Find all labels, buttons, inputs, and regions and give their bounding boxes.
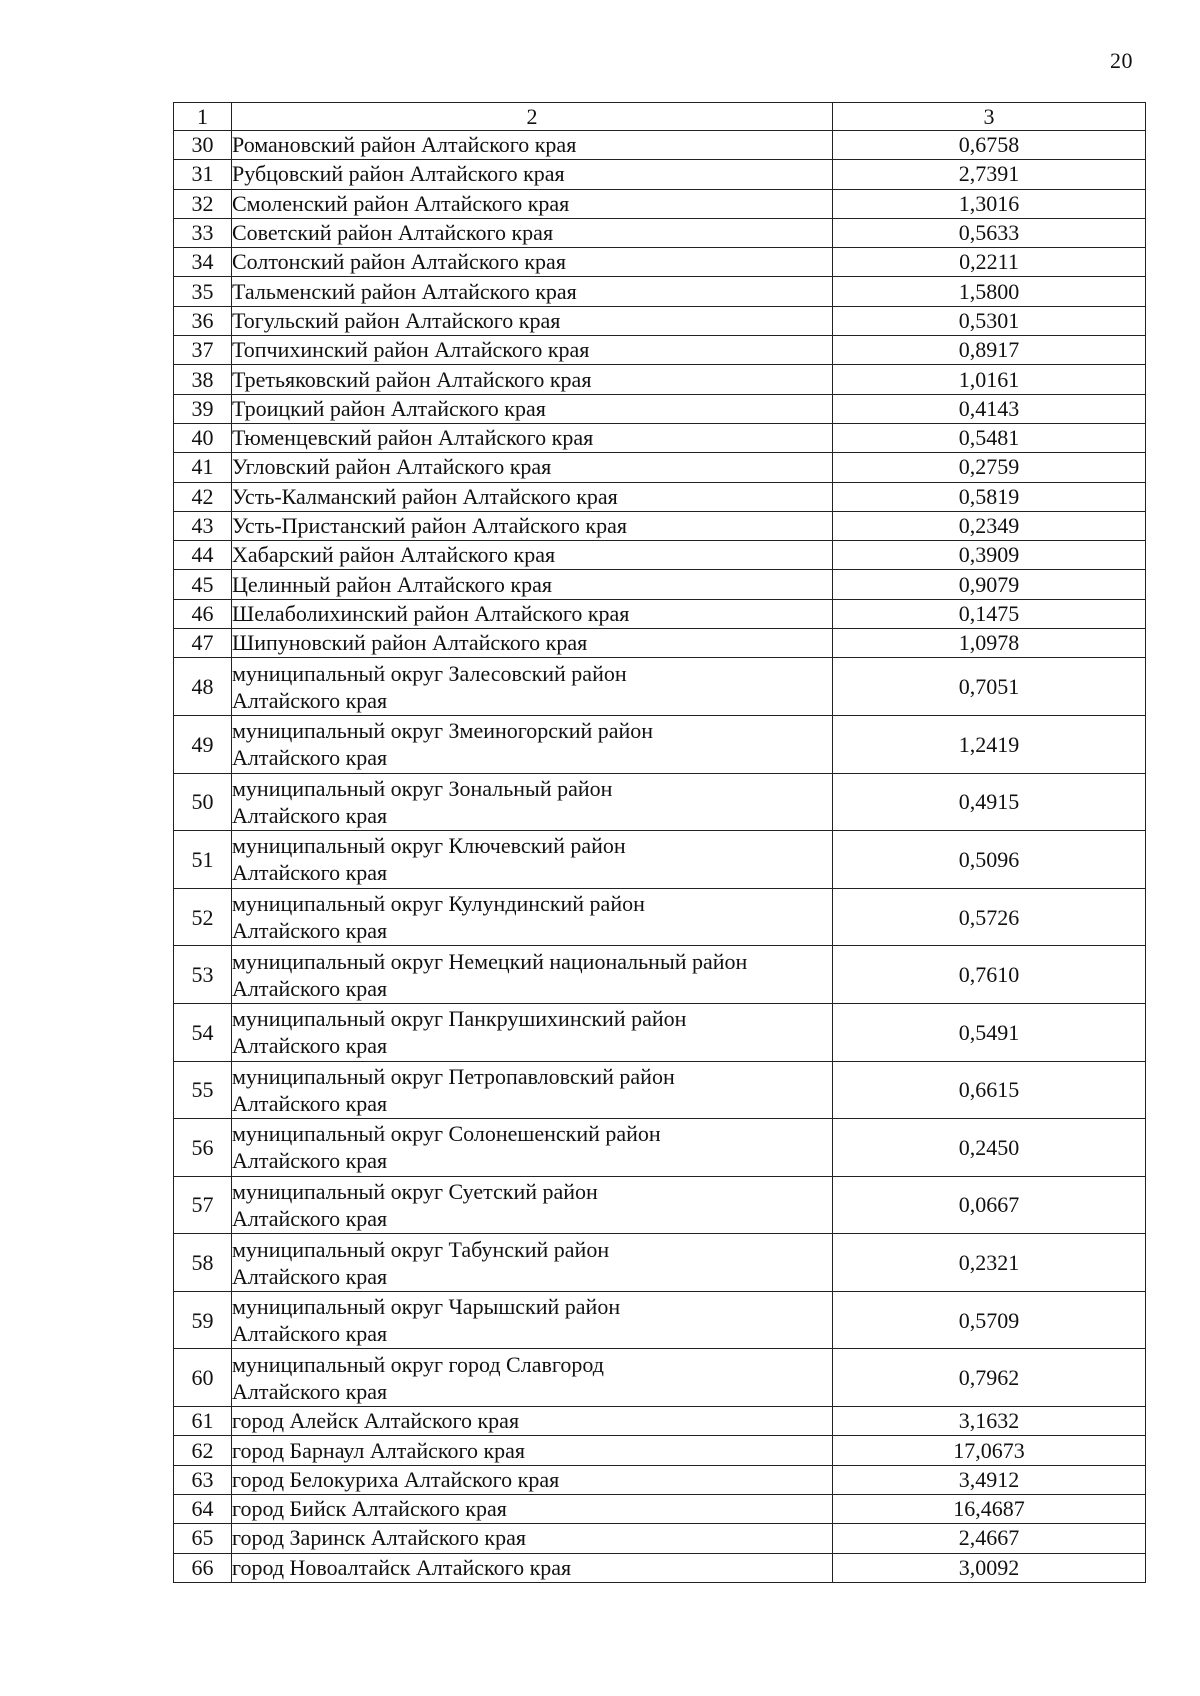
row-name-line1: муниципальный округ Ключевский район	[232, 833, 626, 859]
row-number: 63	[174, 1465, 232, 1494]
row-name: Целинный район Алтайского края	[232, 570, 833, 599]
table-row	[174, 365, 1146, 394]
row-name-line2: Алтайского края	[232, 1378, 388, 1404]
row-name-line2: Алтайского края	[232, 1263, 388, 1289]
row-value: 0,7962	[833, 1349, 1146, 1407]
row-name: Тюменцевский район Алтайского края	[232, 423, 833, 452]
table-row	[174, 160, 1146, 189]
row-name-line2: Алтайского края	[232, 1321, 388, 1347]
row-name-line2: Алтайского края	[232, 1090, 388, 1116]
column-header-number: 1	[174, 103, 232, 131]
row-name-line2: Алтайского края	[232, 918, 388, 944]
row-name-line1: муниципальный округ Солонешенский район	[232, 1121, 661, 1147]
row-value: 0,6758	[833, 131, 1146, 160]
row-name-line1: муниципальный округ Табунский район	[232, 1236, 610, 1262]
table-row	[174, 482, 1146, 511]
row-name: город Алейск Алтайского края	[232, 1407, 833, 1436]
row-name-line1: муниципальный округ Змеиногорский район	[232, 718, 654, 744]
table-row	[174, 1553, 1146, 1582]
row-name	[232, 888, 833, 946]
row-name	[232, 1291, 833, 1349]
row-value: 0,5633	[833, 218, 1146, 247]
row-name	[232, 1003, 833, 1061]
row-number: 32	[174, 189, 232, 218]
row-name: Усть-Пристанский район Алтайского края	[232, 511, 833, 540]
row-value: 0,2759	[833, 453, 1146, 482]
row-number: 48	[174, 658, 232, 716]
row-value: 0,5481	[833, 423, 1146, 452]
row-name: город Белокуриха Алтайского края	[232, 1465, 833, 1494]
row-number: 66	[174, 1553, 232, 1582]
row-name: город Барнаул Алтайского края	[232, 1436, 833, 1465]
row-value: 0,2450	[833, 1119, 1146, 1177]
row-value: 1,0978	[833, 629, 1146, 658]
row-number: 37	[174, 336, 232, 365]
column-header-value: 3	[833, 103, 1146, 131]
table-row	[174, 423, 1146, 452]
row-name: Романовский район Алтайского края	[232, 131, 833, 160]
row-number: 30	[174, 131, 232, 160]
table-row	[174, 570, 1146, 599]
row-value: 0,5726	[833, 888, 1146, 946]
row-number: 39	[174, 394, 232, 423]
row-value: 16,4687	[833, 1494, 1146, 1523]
header-row	[174, 103, 1146, 131]
row-value: 0,0667	[833, 1176, 1146, 1234]
row-name	[232, 1176, 833, 1234]
table-row	[174, 277, 1146, 306]
row-name-line1: муниципальный округ Кулундинский район	[232, 891, 645, 917]
row-name: Тальменский район Алтайского края	[232, 277, 833, 306]
row-number: 43	[174, 511, 232, 540]
row-value: 3,1632	[833, 1407, 1146, 1436]
table-row	[174, 1436, 1146, 1465]
row-number: 42	[174, 482, 232, 511]
row-number: 36	[174, 306, 232, 335]
table-row	[174, 1291, 1146, 1349]
table-row	[174, 189, 1146, 218]
row-name-line1: муниципальный округ Суетский район	[232, 1178, 598, 1204]
table-row	[174, 218, 1146, 247]
row-number: 61	[174, 1407, 232, 1436]
row-number: 55	[174, 1061, 232, 1119]
row-value: 0,7051	[833, 658, 1146, 716]
table-row	[174, 1407, 1146, 1436]
table-row	[174, 1234, 1146, 1292]
row-value: 2,4667	[833, 1524, 1146, 1553]
row-number: 40	[174, 423, 232, 452]
row-name: Угловский район Алтайского края	[232, 453, 833, 482]
row-number: 62	[174, 1436, 232, 1465]
row-name: Смоленский район Алтайского края	[232, 189, 833, 218]
table-row	[174, 306, 1146, 335]
row-name: город Новоалтайск Алтайского края	[232, 1553, 833, 1582]
row-value: 0,2211	[833, 248, 1146, 277]
table-row	[174, 1494, 1146, 1523]
row-value: 0,4143	[833, 394, 1146, 423]
row-value: 17,0673	[833, 1436, 1146, 1465]
row-name-line2: Алтайского края	[232, 802, 388, 828]
table-row	[174, 394, 1146, 423]
row-name: Рубцовский район Алтайского края	[232, 160, 833, 189]
row-value: 1,2419	[833, 715, 1146, 773]
table-row	[174, 248, 1146, 277]
table-row	[174, 1465, 1146, 1494]
row-name-line2: Алтайского края	[232, 745, 388, 771]
row-number: 46	[174, 599, 232, 628]
data-table	[173, 102, 1146, 1583]
table-row	[174, 946, 1146, 1004]
row-name: Советский район Алтайского края	[232, 218, 833, 247]
row-name: город Бийск Алтайского края	[232, 1494, 833, 1523]
row-value: 0,9079	[833, 570, 1146, 599]
row-number: 53	[174, 946, 232, 1004]
row-number: 33	[174, 218, 232, 247]
row-value: 0,5491	[833, 1003, 1146, 1061]
row-number: 52	[174, 888, 232, 946]
column-header-name: 2	[232, 103, 833, 131]
table-row	[174, 629, 1146, 658]
table-row	[174, 658, 1146, 716]
row-name-line1: муниципальный округ Петропавловский район	[232, 1063, 675, 1089]
table-row	[174, 541, 1146, 570]
table-row	[174, 1176, 1146, 1234]
table-row	[174, 773, 1146, 831]
row-number: 49	[174, 715, 232, 773]
row-name-line2: Алтайского края	[232, 687, 388, 713]
row-number: 51	[174, 831, 232, 889]
row-name: Топчихинский район Алтайского края	[232, 336, 833, 365]
row-number: 56	[174, 1119, 232, 1177]
row-name-line1: муниципальный округ город Славгород	[232, 1351, 604, 1377]
row-value: 0,4915	[833, 773, 1146, 831]
table-row	[174, 1524, 1146, 1553]
row-number: 54	[174, 1003, 232, 1061]
row-value: 1,0161	[833, 365, 1146, 394]
row-name-line1: муниципальный округ Панкрушихинский район	[232, 1006, 687, 1032]
row-name: Усть-Калманский район Алтайского края	[232, 482, 833, 511]
row-value: 0,1475	[833, 599, 1146, 628]
row-value: 0,8917	[833, 336, 1146, 365]
row-number: 64	[174, 1494, 232, 1523]
row-name-line1: муниципальный округ Немецкий национальный район	[232, 948, 748, 974]
row-number: 35	[174, 277, 232, 306]
row-name: Солтонский район Алтайского края	[232, 248, 833, 277]
row-name	[232, 1061, 833, 1119]
table-row	[174, 888, 1146, 946]
row-name-line2: Алтайского края	[232, 1148, 388, 1174]
row-value: 1,5800	[833, 277, 1146, 306]
row-name-line2: Алтайского края	[232, 975, 388, 1001]
row-number: 65	[174, 1524, 232, 1553]
row-name: Хабарский район Алтайского края	[232, 541, 833, 570]
row-number: 60	[174, 1349, 232, 1407]
row-name: Тогульский район Алтайского края	[232, 306, 833, 335]
row-number: 34	[174, 248, 232, 277]
row-value: 0,3909	[833, 541, 1146, 570]
row-value: 2,7391	[833, 160, 1146, 189]
row-value: 0,2321	[833, 1234, 1146, 1292]
table-row	[174, 1349, 1146, 1407]
row-name	[232, 658, 833, 716]
row-name: Шелаболихинский район Алтайского края	[232, 599, 833, 628]
row-name-line2: Алтайского края	[232, 1033, 388, 1059]
row-number: 45	[174, 570, 232, 599]
table-row	[174, 336, 1146, 365]
row-name: Третьяковский район Алтайского края	[232, 365, 833, 394]
row-number: 57	[174, 1176, 232, 1234]
table-row	[174, 1003, 1146, 1061]
table-row	[174, 131, 1146, 160]
row-name: Троицкий район Алтайского края	[232, 394, 833, 423]
table-body	[174, 131, 1146, 1583]
row-value: 1,3016	[833, 189, 1146, 218]
row-number: 50	[174, 773, 232, 831]
row-value: 0,5709	[833, 1291, 1146, 1349]
row-name-line1: муниципальный округ Залесовский район	[232, 660, 627, 686]
row-name	[232, 831, 833, 889]
row-name	[232, 1234, 833, 1292]
row-value: 0,6615	[833, 1061, 1146, 1119]
table-row	[174, 715, 1146, 773]
table-row	[174, 511, 1146, 540]
row-value: 0,2349	[833, 511, 1146, 540]
row-name	[232, 1119, 833, 1177]
row-value: 3,0092	[833, 1553, 1146, 1582]
row-value: 0,5096	[833, 831, 1146, 889]
table-row	[174, 1119, 1146, 1177]
table-row	[174, 831, 1146, 889]
row-number: 47	[174, 629, 232, 658]
row-name: город Заринск Алтайского края	[232, 1524, 833, 1553]
page-number: 20	[1110, 48, 1133, 73]
row-name-line2: Алтайского края	[232, 1205, 388, 1231]
row-number: 59	[174, 1291, 232, 1349]
row-number: 41	[174, 453, 232, 482]
row-name: Шипуновский район Алтайского края	[232, 629, 833, 658]
row-name	[232, 946, 833, 1004]
row-name	[232, 715, 833, 773]
row-name-line2: Алтайского края	[232, 860, 388, 886]
row-number: 38	[174, 365, 232, 394]
table-row	[174, 453, 1146, 482]
row-value: 0,5301	[833, 306, 1146, 335]
table-row	[174, 1061, 1146, 1119]
row-name-line1: муниципальный округ Чарышский район	[232, 1294, 621, 1320]
row-number: 44	[174, 541, 232, 570]
row-name-line1: муниципальный округ Зональный район	[232, 775, 613, 801]
table-row	[174, 599, 1146, 628]
row-number: 31	[174, 160, 232, 189]
row-value: 0,7610	[833, 946, 1146, 1004]
row-value: 3,4912	[833, 1465, 1146, 1494]
row-name	[232, 1349, 833, 1407]
row-value: 0,5819	[833, 482, 1146, 511]
row-number: 58	[174, 1234, 232, 1292]
row-name	[232, 773, 833, 831]
